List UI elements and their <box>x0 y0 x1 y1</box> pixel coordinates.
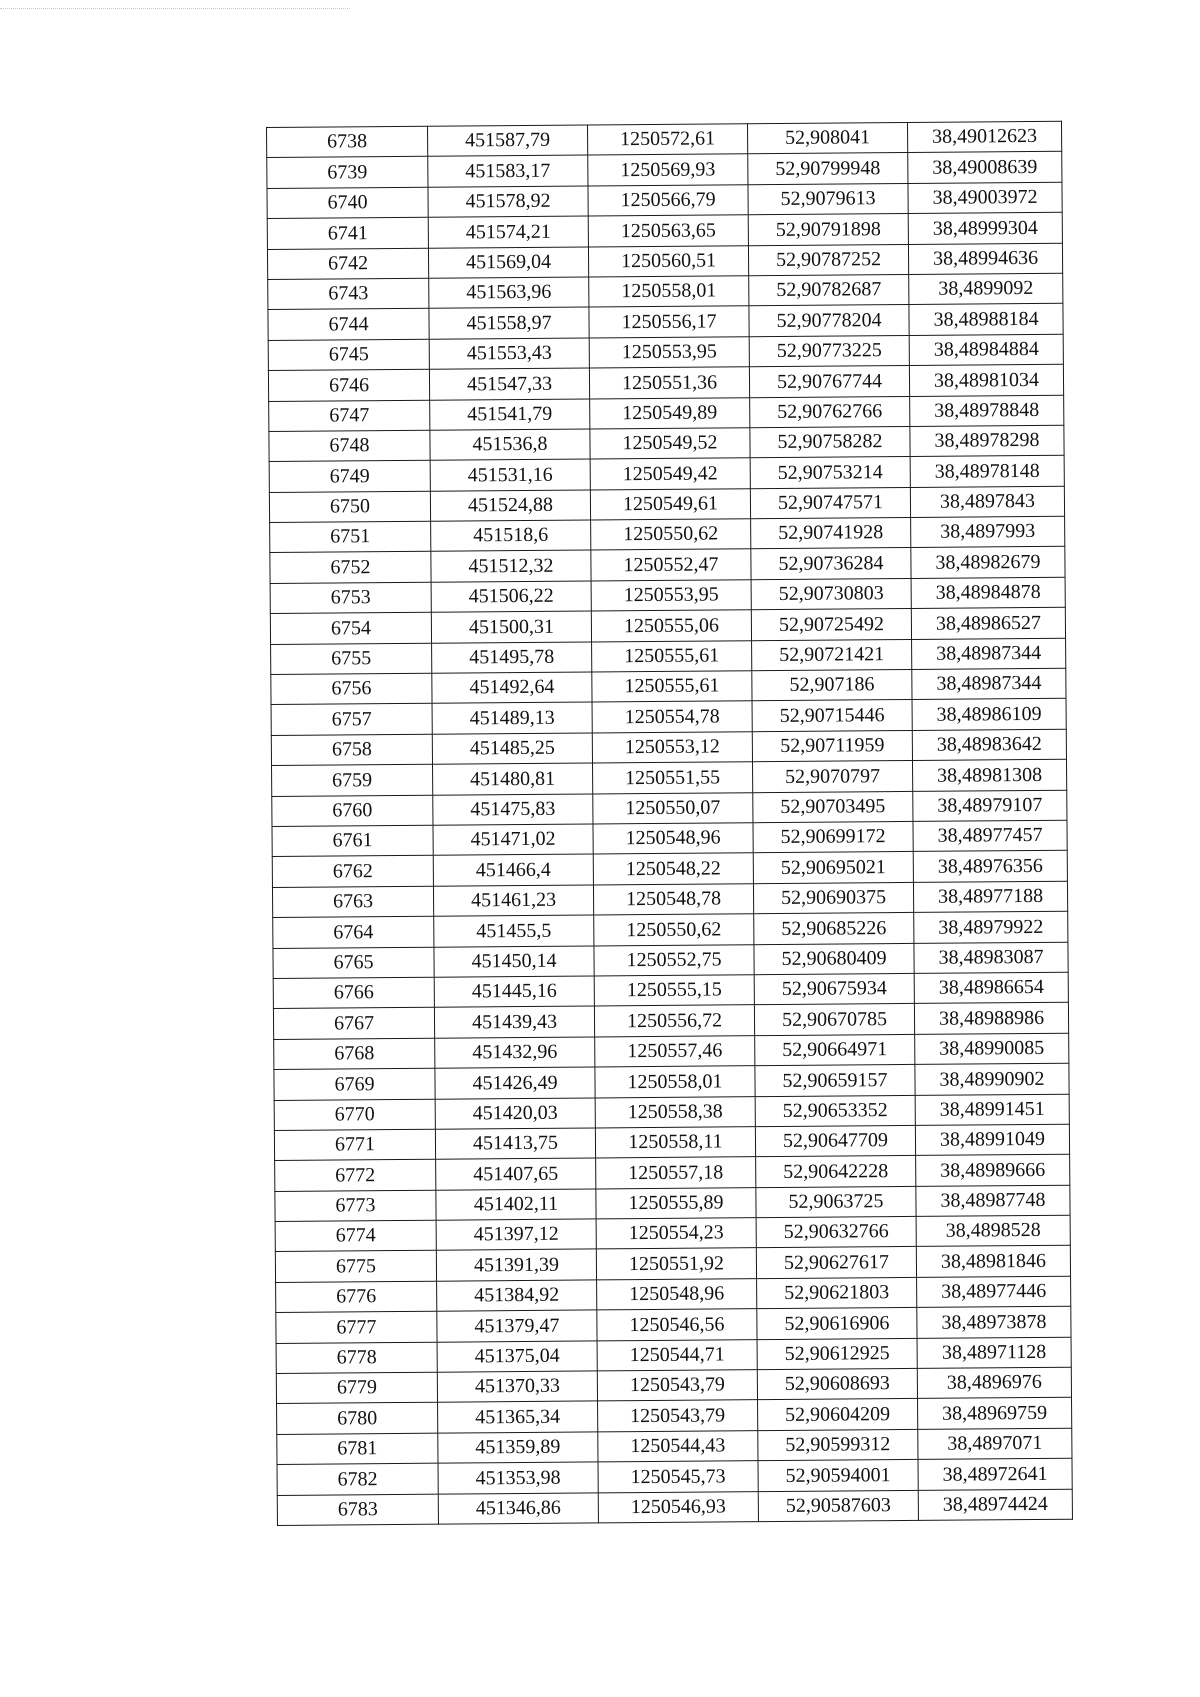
latitude-cell: 52,90632766 <box>756 1216 916 1248</box>
y-coordinate-cell: 1250555,06 <box>591 610 751 642</box>
y-coordinate-cell: 1250557,46 <box>595 1035 755 1067</box>
y-coordinate-cell: 1250548,78 <box>593 883 753 915</box>
point-number-cell: 6752 <box>270 552 431 584</box>
longitude-cell: 38,48972641 <box>918 1458 1072 1490</box>
longitude-cell: 38,48981846 <box>916 1246 1070 1278</box>
y-coordinate-cell: 1250558,38 <box>595 1096 755 1128</box>
longitude-cell: 38,49003972 <box>908 182 1062 214</box>
point-number-cell: 6783 <box>277 1494 438 1526</box>
point-number-cell: 6761 <box>272 825 433 857</box>
y-coordinate-cell: 1250548,22 <box>593 853 753 885</box>
x-coordinate-cell: 451407,65 <box>436 1158 596 1190</box>
point-number-cell: 6776 <box>276 1281 437 1313</box>
point-number-cell: 6759 <box>272 764 433 796</box>
longitude-cell: 38,4899092 <box>909 273 1063 305</box>
longitude-cell: 38,48978298 <box>910 425 1064 457</box>
x-coordinate-cell: 451450,14 <box>434 945 594 977</box>
x-coordinate-cell: 451480,81 <box>433 763 593 795</box>
longitude-cell: 38,48986654 <box>914 972 1068 1004</box>
point-number-cell: 6770 <box>274 1099 435 1131</box>
point-number-cell: 6739 <box>267 157 428 189</box>
longitude-cell: 38,48981034 <box>909 364 1063 396</box>
latitude-cell: 52,90627617 <box>756 1247 916 1279</box>
y-coordinate-cell: 1250555,89 <box>596 1187 756 1219</box>
point-number-cell: 6746 <box>268 369 429 401</box>
latitude-cell: 52,90699172 <box>753 821 913 853</box>
x-coordinate-cell: 451426,49 <box>435 1067 595 1099</box>
point-number-cell: 6766 <box>273 977 434 1009</box>
latitude-cell: 52,90778204 <box>749 305 909 337</box>
y-coordinate-cell: 1250548,96 <box>597 1279 757 1311</box>
x-coordinate-cell: 451420,03 <box>435 1097 595 1129</box>
point-number-cell: 6767 <box>273 1008 434 1040</box>
longitude-cell: 38,48984878 <box>911 577 1065 609</box>
y-coordinate-cell: 1250545,73 <box>598 1461 758 1493</box>
y-coordinate-cell: 1250552,47 <box>591 549 751 581</box>
y-coordinate-cell: 1250553,95 <box>591 580 751 612</box>
longitude-cell: 38,49008639 <box>908 152 1062 184</box>
y-coordinate-cell: 1250553,12 <box>592 732 752 764</box>
latitude-cell: 52,90711959 <box>752 730 912 762</box>
latitude-cell: 52,9079613 <box>748 183 908 215</box>
latitude-cell: 52,90767744 <box>749 366 909 398</box>
y-coordinate-cell: 1250572,61 <box>587 124 747 156</box>
latitude-cell: 52,90604209 <box>758 1399 918 1431</box>
point-number-cell: 6762 <box>272 856 433 888</box>
point-number-cell: 6745 <box>268 339 429 371</box>
latitude-cell: 52,90587603 <box>758 1490 918 1522</box>
x-coordinate-cell: 451359,89 <box>438 1432 598 1464</box>
latitude-cell: 52,90653352 <box>755 1095 915 1127</box>
longitude-cell: 38,48999304 <box>908 212 1062 244</box>
x-coordinate-cell: 451512,32 <box>431 550 591 582</box>
longitude-cell: 38,48982679 <box>911 547 1065 579</box>
longitude-cell: 38,48984884 <box>909 334 1063 366</box>
longitude-cell: 38,4898528 <box>916 1215 1070 1247</box>
x-coordinate-cell: 451346,86 <box>438 1493 598 1525</box>
longitude-cell: 38,48979922 <box>914 911 1068 943</box>
x-coordinate-cell: 451455,5 <box>434 915 594 947</box>
longitude-cell: 38,4897843 <box>910 486 1064 518</box>
latitude-cell: 52,90715446 <box>752 700 912 732</box>
longitude-cell: 38,49012623 <box>907 121 1061 153</box>
longitude-cell: 38,48976356 <box>913 851 1067 883</box>
latitude-cell: 52,90616906 <box>757 1308 917 1340</box>
x-coordinate-cell: 451536,8 <box>430 429 590 461</box>
coordinates-table-body <box>267 121 1073 1525</box>
latitude-cell: 52,90647709 <box>755 1125 915 1157</box>
point-number-cell: 6750 <box>269 491 430 523</box>
x-coordinate-cell: 451506,22 <box>431 581 591 613</box>
x-coordinate-cell: 451495,78 <box>432 642 592 674</box>
latitude-cell: 52,90703495 <box>753 791 913 823</box>
y-coordinate-cell: 1250546,93 <box>598 1491 758 1523</box>
x-coordinate-cell: 451531,16 <box>430 459 590 491</box>
x-coordinate-cell: 451553,43 <box>429 338 589 370</box>
y-coordinate-cell: 1250551,36 <box>589 367 749 399</box>
x-coordinate-cell: 451466,4 <box>433 854 593 886</box>
latitude-cell: 52,90675934 <box>754 973 914 1005</box>
y-coordinate-cell: 1250552,75 <box>594 944 754 976</box>
longitude-cell: 38,48986527 <box>911 607 1065 639</box>
point-number-cell: 6741 <box>267 217 428 249</box>
latitude-cell: 52,90642228 <box>756 1156 916 1188</box>
point-number-cell: 6743 <box>268 278 429 310</box>
y-coordinate-cell: 1250554,23 <box>596 1218 756 1250</box>
latitude-cell: 52,90747571 <box>750 487 910 519</box>
x-coordinate-cell: 451587,79 <box>427 125 587 157</box>
latitude-cell: 52,90612925 <box>757 1338 917 1370</box>
point-number-cell: 6765 <box>273 947 434 979</box>
y-coordinate-cell: 1250544,71 <box>597 1339 757 1371</box>
latitude-cell: 52,90758282 <box>750 426 910 458</box>
point-number-cell: 6742 <box>267 248 428 280</box>
x-coordinate-cell: 451574,21 <box>428 216 588 248</box>
point-number-cell: 6780 <box>277 1403 438 1435</box>
latitude-cell: 52,90690375 <box>753 882 913 914</box>
point-number-cell: 6757 <box>271 704 432 736</box>
latitude-cell: 52,90695021 <box>753 852 913 884</box>
point-number-cell: 6768 <box>274 1038 435 1070</box>
y-coordinate-cell: 1250550,07 <box>593 792 753 824</box>
point-number-cell: 6773 <box>275 1190 436 1222</box>
y-coordinate-cell: 1250553,95 <box>589 336 749 368</box>
point-number-cell: 6748 <box>269 430 430 462</box>
longitude-cell: 38,48991451 <box>915 1094 1069 1126</box>
y-coordinate-cell: 1250563,65 <box>588 215 748 247</box>
x-coordinate-cell: 451432,96 <box>435 1037 595 1069</box>
latitude-cell: 52,90736284 <box>751 548 911 580</box>
x-coordinate-cell: 451391,39 <box>436 1249 596 1281</box>
longitude-cell: 38,48990902 <box>915 1063 1069 1095</box>
point-number-cell: 6751 <box>270 521 431 553</box>
latitude-cell: 52,90670785 <box>754 1004 914 1036</box>
latitude-cell: 52,9063725 <box>756 1186 916 1218</box>
longitude-cell: 38,4897993 <box>911 516 1065 548</box>
point-number-cell: 6760 <box>272 795 433 827</box>
longitude-cell: 38,48989666 <box>916 1155 1070 1187</box>
x-coordinate-cell: 451563,96 <box>429 277 589 309</box>
y-coordinate-cell: 1250551,55 <box>593 762 753 794</box>
latitude-cell: 52,90664971 <box>755 1034 915 1066</box>
latitude-cell: 52,90680409 <box>754 943 914 975</box>
longitude-cell: 38,48983642 <box>912 729 1066 761</box>
latitude-cell: 52,90753214 <box>750 457 910 489</box>
y-coordinate-cell: 1250566,79 <box>588 184 748 216</box>
scan-edge-mark <box>0 8 350 9</box>
point-number-cell: 6753 <box>270 582 431 614</box>
x-coordinate-cell: 451461,23 <box>433 885 593 917</box>
x-coordinate-cell: 451353,98 <box>438 1462 598 1494</box>
latitude-cell: 52,908041 <box>747 122 907 154</box>
y-coordinate-cell: 1250555,61 <box>592 640 752 672</box>
longitude-cell: 38,48969759 <box>918 1398 1072 1430</box>
y-coordinate-cell: 1250560,51 <box>588 245 748 277</box>
latitude-cell: 52,90762766 <box>750 396 910 428</box>
y-coordinate-cell: 1250549,89 <box>590 397 750 429</box>
latitude-cell: 52,90799948 <box>748 153 908 185</box>
latitude-cell: 52,90685226 <box>754 913 914 945</box>
longitude-cell: 38,48991049 <box>915 1124 1069 1156</box>
longitude-cell: 38,4896976 <box>917 1367 1071 1399</box>
x-coordinate-cell: 451439,43 <box>434 1006 594 1038</box>
y-coordinate-cell: 1250549,42 <box>590 458 750 490</box>
y-coordinate-cell: 1250557,18 <box>596 1157 756 1189</box>
latitude-cell: 52,9070797 <box>753 761 913 793</box>
y-coordinate-cell: 1250550,62 <box>594 914 754 946</box>
latitude-cell: 52,90791898 <box>748 214 908 246</box>
point-number-cell: 6763 <box>272 886 433 918</box>
y-coordinate-cell: 1250556,72 <box>594 1005 754 1037</box>
longitude-cell: 38,48978148 <box>910 456 1064 488</box>
y-coordinate-cell: 1250555,61 <box>592 671 752 703</box>
longitude-cell: 38,48979107 <box>913 790 1067 822</box>
x-coordinate-cell: 451500,31 <box>431 611 591 643</box>
y-coordinate-cell: 1250555,15 <box>594 975 754 1007</box>
x-coordinate-cell: 451485,25 <box>432 733 592 765</box>
coordinates-table <box>266 121 1073 1526</box>
point-number-cell: 6769 <box>274 1068 435 1100</box>
point-number-cell: 6777 <box>276 1311 437 1343</box>
point-number-cell: 6764 <box>273 916 434 948</box>
x-coordinate-cell: 451547,33 <box>429 368 589 400</box>
longitude-cell: 38,48987748 <box>916 1185 1070 1217</box>
x-coordinate-cell: 451379,47 <box>437 1310 597 1342</box>
x-coordinate-cell: 451558,97 <box>429 307 589 339</box>
longitude-cell: 38,48973878 <box>917 1306 1071 1338</box>
x-coordinate-cell: 451413,75 <box>435 1128 595 1160</box>
y-coordinate-cell: 1250548,96 <box>593 823 753 855</box>
latitude-cell: 52,90599312 <box>758 1429 918 1461</box>
x-coordinate-cell: 451445,16 <box>434 976 594 1008</box>
y-coordinate-cell: 1250546,56 <box>597 1309 757 1341</box>
point-number-cell: 6754 <box>270 612 431 644</box>
x-coordinate-cell: 451583,17 <box>428 155 588 187</box>
latitude-cell: 52,90741928 <box>751 518 911 550</box>
y-coordinate-cell: 1250543,79 <box>598 1400 758 1432</box>
latitude-cell: 52,90725492 <box>751 609 911 641</box>
point-number-cell: 6782 <box>277 1463 438 1495</box>
longitude-cell: 38,48990085 <box>915 1033 1069 1065</box>
y-coordinate-cell: 1250556,17 <box>589 306 749 338</box>
x-coordinate-cell: 451492,64 <box>432 672 592 704</box>
latitude-cell: 52,90594001 <box>758 1460 918 1492</box>
x-coordinate-cell: 451578,92 <box>428 186 588 218</box>
longitude-cell: 38,48977457 <box>913 820 1067 852</box>
x-coordinate-cell: 451541,79 <box>430 398 590 430</box>
x-coordinate-cell: 451475,83 <box>433 794 593 826</box>
point-number-cell: 6738 <box>267 126 428 158</box>
point-number-cell: 6771 <box>274 1129 435 1161</box>
latitude-cell: 52,90621803 <box>757 1277 917 1309</box>
longitude-cell: 38,48983087 <box>914 942 1068 974</box>
point-number-cell: 6775 <box>275 1251 436 1283</box>
point-number-cell: 6758 <box>271 734 432 766</box>
x-coordinate-cell: 451524,88 <box>430 490 590 522</box>
latitude-cell: 52,90730803 <box>751 578 911 610</box>
longitude-cell: 38,48978848 <box>910 395 1064 427</box>
point-number-cell: 6749 <box>269 461 430 493</box>
x-coordinate-cell: 451370,33 <box>437 1371 597 1403</box>
longitude-cell: 38,48971128 <box>917 1337 1071 1369</box>
point-number-cell: 6778 <box>276 1342 437 1374</box>
y-coordinate-cell: 1250558,11 <box>595 1127 755 1159</box>
latitude-cell: 52,90721421 <box>752 639 912 671</box>
y-coordinate-cell: 1250551,92 <box>596 1248 756 1280</box>
longitude-cell: 38,48994636 <box>908 243 1062 275</box>
y-coordinate-cell: 1250549,52 <box>590 428 750 460</box>
x-coordinate-cell: 451471,02 <box>433 824 593 856</box>
point-number-cell: 6781 <box>277 1433 438 1465</box>
latitude-cell: 52,90782687 <box>749 274 909 306</box>
y-coordinate-cell: 1250543,79 <box>597 1370 757 1402</box>
x-coordinate-cell: 451397,12 <box>436 1219 596 1251</box>
longitude-cell: 38,48974424 <box>918 1489 1072 1521</box>
latitude-cell: 52,90773225 <box>749 335 909 367</box>
point-number-cell: 6755 <box>271 643 432 675</box>
longitude-cell: 38,48988986 <box>914 1003 1068 1035</box>
point-number-cell: 6774 <box>275 1220 436 1252</box>
point-number-cell: 6772 <box>275 1159 436 1191</box>
point-number-cell: 6740 <box>267 187 428 219</box>
y-coordinate-cell: 1250550,62 <box>591 519 751 551</box>
latitude-cell: 52,90659157 <box>755 1065 915 1097</box>
x-coordinate-cell: 451365,34 <box>438 1401 598 1433</box>
x-coordinate-cell: 451569,04 <box>428 247 588 279</box>
point-number-cell: 6744 <box>268 309 429 341</box>
x-coordinate-cell: 451375,04 <box>437 1341 597 1373</box>
longitude-cell: 38,4897071 <box>918 1428 1072 1460</box>
x-coordinate-cell: 451402,11 <box>436 1189 596 1221</box>
longitude-cell: 38,48977446 <box>917 1276 1071 1308</box>
point-number-cell: 6779 <box>276 1372 437 1404</box>
latitude-cell: 52,90787252 <box>748 244 908 276</box>
table-row <box>277 1489 1072 1526</box>
y-coordinate-cell: 1250554,78 <box>592 701 752 733</box>
x-coordinate-cell: 451384,92 <box>437 1280 597 1312</box>
longitude-cell: 38,48981308 <box>912 759 1066 791</box>
longitude-cell: 38,48988184 <box>909 304 1063 336</box>
longitude-cell: 38,48986109 <box>912 699 1066 731</box>
x-coordinate-cell: 451518,6 <box>431 520 591 552</box>
longitude-cell: 38,48987344 <box>912 668 1066 700</box>
latitude-cell: 52,90608693 <box>757 1368 917 1400</box>
y-coordinate-cell: 1250558,01 <box>595 1066 755 1098</box>
longitude-cell: 38,48977188 <box>913 881 1067 913</box>
y-coordinate-cell: 1250544,43 <box>598 1430 758 1462</box>
y-coordinate-cell: 1250549,61 <box>590 488 750 520</box>
x-coordinate-cell: 451489,13 <box>432 702 592 734</box>
y-coordinate-cell: 1250558,01 <box>589 276 749 308</box>
longitude-cell: 38,48987344 <box>912 638 1066 670</box>
point-number-cell: 6756 <box>271 673 432 705</box>
point-number-cell: 6747 <box>269 400 430 432</box>
latitude-cell: 52,907186 <box>752 669 912 701</box>
y-coordinate-cell: 1250569,93 <box>588 154 748 186</box>
